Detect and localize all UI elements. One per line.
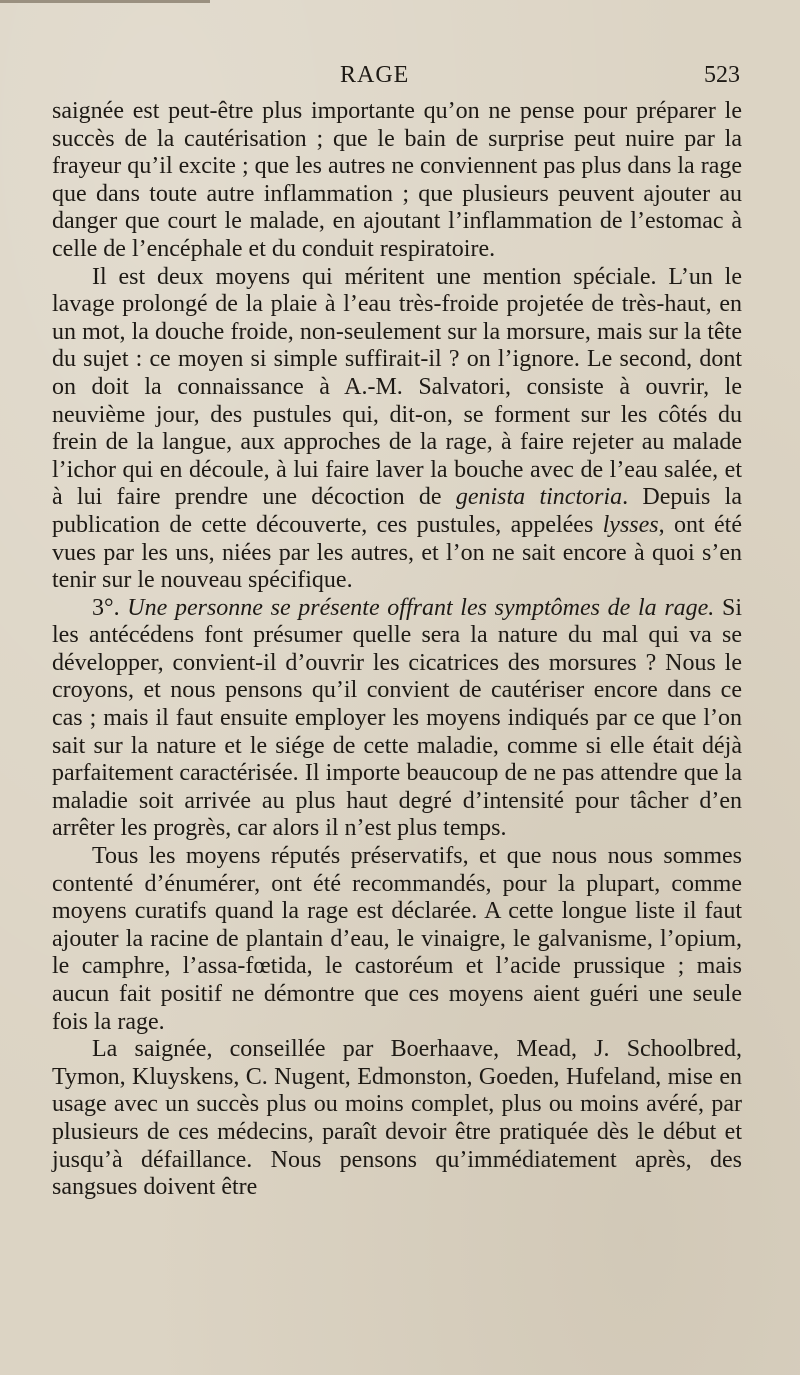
section-number: 3°. bbox=[92, 594, 120, 621]
page-edge-shadow bbox=[0, 0, 210, 3]
running-title: RAGE bbox=[340, 62, 410, 88]
section-heading: Une personne se présente offrant les symptômes de la rage. bbox=[127, 594, 715, 621]
page-number: 523 bbox=[704, 62, 740, 88]
body-text bbox=[52, 98, 742, 1202]
paragraph-5 bbox=[52, 1036, 742, 1202]
paragraph-3 bbox=[52, 595, 742, 843]
paragraph-4 bbox=[52, 843, 742, 1036]
paragraph-1 bbox=[52, 98, 742, 264]
paragraph-2 bbox=[52, 264, 742, 595]
paragraph-2-text-c: . Depuis la publication de cette découverte, ces pustules, appelées bbox=[52, 484, 743, 538]
paragraph-5-text: La saignée, conseillée par Boerhaave, Mead, J. Schoolbred, Tymon, Kluyskens, C. Nugent, Edmonston, Goeden, Hufeland, mise en usage avec un succès plus ou moins complet, plus ou moins avéré, par plusieurs de ces médecins, paraît devoir être pratiquée dès le début et jusqu’à défaillance. Nous pensons qu’immédiatement après, des sangsues doivent être bbox=[52, 1036, 742, 1201]
paragraph-3-text: Si les antécédens font présumer quelle sera la nature du mal qui va se développer, convient-il d’ouvrir les cicatrices des morsures ? Nous le croyons, et nous pensons qu’il convient de cautériser encore dans ce cas ; mais il faut ensuite employer les moyens indiqués par ce que l’on sait sur la nature et le siége de cette maladie, comme si elle était déjà parfaitement caractérisée. Il importe beaucoup de ne pas attendre que la maladie soit arrivée au plus haut degré d’intensité pour tâcher d’en arrêter les progrès, car alors il n’est plus temps. bbox=[52, 594, 743, 842]
paragraph-2-text-e: , ont été vues par les uns, niées par les autres, et l’on ne sait encore à quoi s’en tenir sur le nouveau spécifique. bbox=[52, 511, 742, 594]
species-name: genista tinctoria bbox=[455, 484, 623, 511]
term-lysses: lysses bbox=[602, 511, 659, 538]
paragraph-4-text: Tous les moyens réputés préservatifs, et que nous nous sommes contenté d’énumérer, ont été recommandés, pour la plupart, comme moyens curatifs quand la rage est déclarée. A cette longue liste il faut ajouter la racine de plantain d’eau, le vinaigre, le galvanisme, l’opium, le camphre, l’assa-fœtida, le castoréum et l’acide prussique ; mais aucun fait positif ne démontre que ces moyens aient guéri une seule fois la rage. bbox=[52, 843, 742, 1035]
paragraph-1-text: saignée est peut-être plus importante qu’on ne pense pour préparer le succès de la cautérisation ; que le bain de surprise peut nuire par la frayeur qu’il excite ; que les autres ne conviennent pas plus dans la rage que dans toute autre inflammation ; que plusieurs peuvent ajouter au danger que court le malade, en ajoutant l’inflammation de l’estomac à celle de l’encéphale et du conduit respiratoire. bbox=[52, 98, 742, 262]
paragraph-2-text-a: Il est deux moyens qui méritent une mention spéciale. L’un le lavage prolongé de la plaie à l’eau très-froide projetée de très-haut, en un mot, la douche froide, non-seulement sur la morsure, mais sur la tête du sujet : ce moyen si simple suffirait-il ? on l’ignore. Le second, dont on doit la connaissance à A.-M. Salvatori, consiste à ouvrir, le neuvième jour, des pustules qui, dit-on, se forment sur les côtés du frein de la langue, aux approches de la rage, à faire rejeter au malade l’ichor qui en découle, à lui faire laver la bouche avec de l’eau salée, et à lui faire prendre une décoction de bbox=[52, 263, 742, 511]
page-header bbox=[48, 62, 740, 96]
